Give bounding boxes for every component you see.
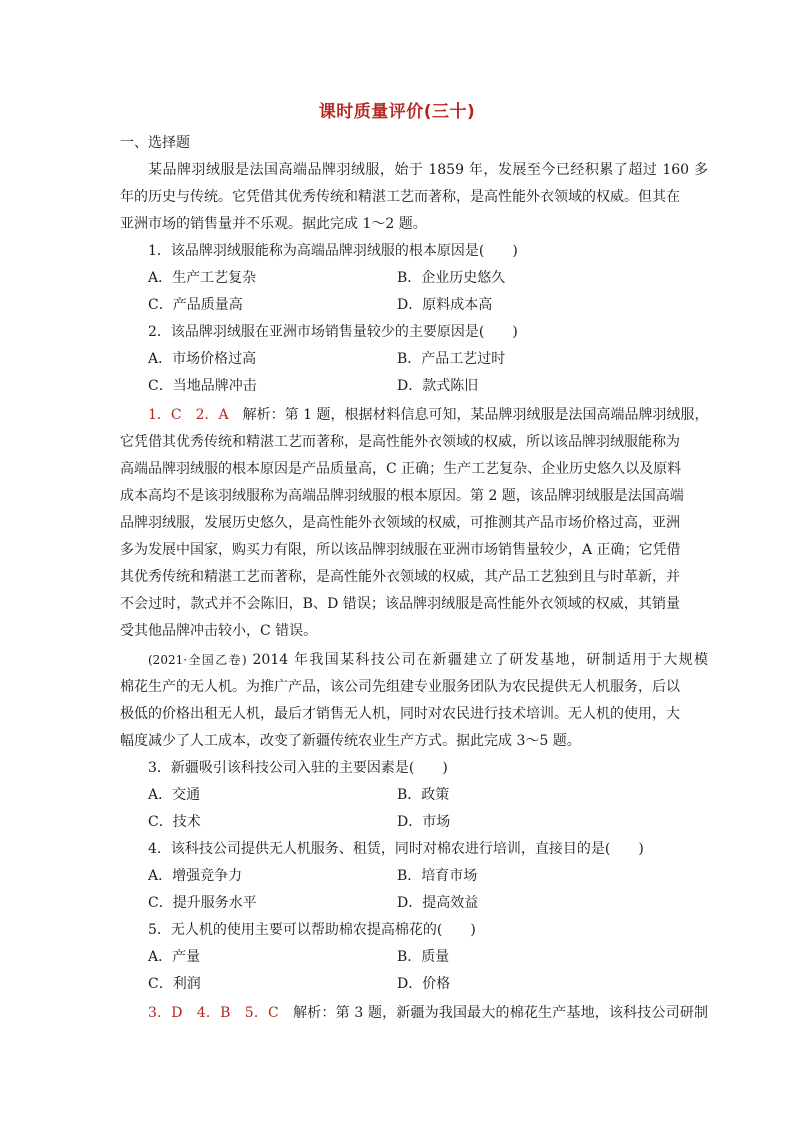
question-4-stem: 4．该科技公司提供无人机服务、租赁，同时对棉农进行培训，直接目的是( ) <box>148 841 644 857</box>
q2-option-c: C．当地品牌冲击 <box>148 378 257 394</box>
q4-option-d: D．提高效益 <box>397 895 479 911</box>
source-tag: (2021·全国乙卷) <box>148 653 247 667</box>
question-5-stem: 5．无人机的使用主要可以帮助棉农提高棉花的( ) <box>148 922 476 938</box>
q5-option-c: C．利润 <box>148 976 201 992</box>
q3-option-a: A．交通 <box>148 787 201 803</box>
answer-1-line: 不会过时，款式并不会陈旧，B、D 错误；该品牌羽绒服是高性能外衣领域的权威，其销量 <box>120 596 680 612</box>
q2-option-d: D．款式陈旧 <box>397 378 479 394</box>
passage2-line: 幅度减少了人工成本，改变了新疆传统农业生产方式。据此完成 3～5 题。 <box>120 733 581 749</box>
q4-option-c: C．提升服务水平 <box>148 895 257 911</box>
q3-option-b: B．政策 <box>397 787 450 803</box>
passage2-line: 极低的价格出租无人机，最后才销售无人机，同时对农民进行技术培训。无人机的使用，大 <box>120 706 680 722</box>
q1-option-d: D．原料成本高 <box>397 297 493 313</box>
question-3-stem: 3．新疆吸引该科技公司入驻的主要因素是( ) <box>148 760 448 776</box>
q2-option-b: B．产品工艺过时 <box>397 351 506 367</box>
question-2-stem: 2．该品牌羽绒服在亚洲市场销售量较少的主要原因是( ) <box>148 324 518 340</box>
passage2-line: (2021·全国乙卷) 2014 年我国某科技公司在新疆建立了研发基地，研制适用于大规模 <box>148 652 709 668</box>
answer-key: 1．C 2．A <box>148 407 229 423</box>
passage1-line: 某品牌羽绒服是法国高端品牌羽绒服，始于 1859 年，发展至今已经积累了超过 160 多 <box>148 162 708 178</box>
passage2-line: 棉花生产的无人机。为推广产品，该公司先组建专业服务团队为农民提供无人机服务，后以 <box>120 679 680 695</box>
q1-option-c: C．产品质量高 <box>148 297 243 313</box>
q1-option-a: A．生产工艺复杂 <box>148 270 257 286</box>
answer-1-line: 它凭借其优秀传统和精湛工艺而著称，是高性能外衣领域的权威，所以该品牌羽绒服能称为 <box>120 434 680 450</box>
q2-option-a: A．市场价格过高 <box>148 351 257 367</box>
q4-option-b: B．培育市场 <box>397 868 478 884</box>
answer-1-line: 1．C 2．A 解析：第 1 题，根据材料信息可知，某品牌羽绒服是法国高端品牌羽绒服， <box>148 407 709 423</box>
q5-option-b: B．质量 <box>397 949 450 965</box>
passage1-line: 亚洲市场的销售量并不乐观。据此完成 1～2 题。 <box>120 216 427 232</box>
q3-option-d: D．市场 <box>397 814 451 830</box>
question-1-stem: 1．该品牌羽绒服能称为高端品牌羽绒服的根本原因是( ) <box>148 243 518 259</box>
page-title: 课时质量评价(三十) <box>318 102 476 122</box>
answer-1-line: 品牌羽绒服，发展历史悠久，是高性能外衣领域的权威，可推测其产品市场价格过高，亚洲 <box>120 515 680 531</box>
answer-1-line: 高端品牌羽绒服的根本原因是产品质量高，C 正确；生产工艺复杂、企业历史悠久以及原料 <box>120 461 682 477</box>
q4-option-a: A．增强竞争力 <box>148 868 243 884</box>
q5-option-d: D．价格 <box>397 976 451 992</box>
q3-option-c: C．技术 <box>148 814 201 830</box>
q1-option-b: B．企业历史悠久 <box>397 270 506 286</box>
answer-key: 3．D 4．B 5．C <box>148 1005 279 1021</box>
q5-option-a: A．产量 <box>148 949 201 965</box>
answer-1-line: 多为发展中国家，购买力有限，所以该品牌羽绒服在亚洲市场销售量较少，A 正确；它凭借 <box>120 542 681 558</box>
answer-1-line: 成本高均不是该羽绒服称为高端品牌羽绒服的根本原因。第 2 题，该品牌羽绒服是法国高端 <box>120 488 684 504</box>
answer-2-line: 3．D 4．B 5．C 解析：第 3 题，新疆为我国最大的棉花生产基地，该科技公司研制 <box>148 1005 709 1021</box>
answer-1-line: 受其他品牌冲击较小，C 错误。 <box>120 623 318 639</box>
section-heading: 一、选择题 <box>120 135 190 151</box>
passage1-line: 年的历史与传统。它凭借其优秀传统和精湛工艺而著称，是高性能外衣领域的权威。但其在 <box>120 189 680 205</box>
answer-1-line: 其优秀传统和精湛工艺而著称，是高性能外衣领域的权威，其产品工艺独到且与时革新，并 <box>120 569 680 585</box>
